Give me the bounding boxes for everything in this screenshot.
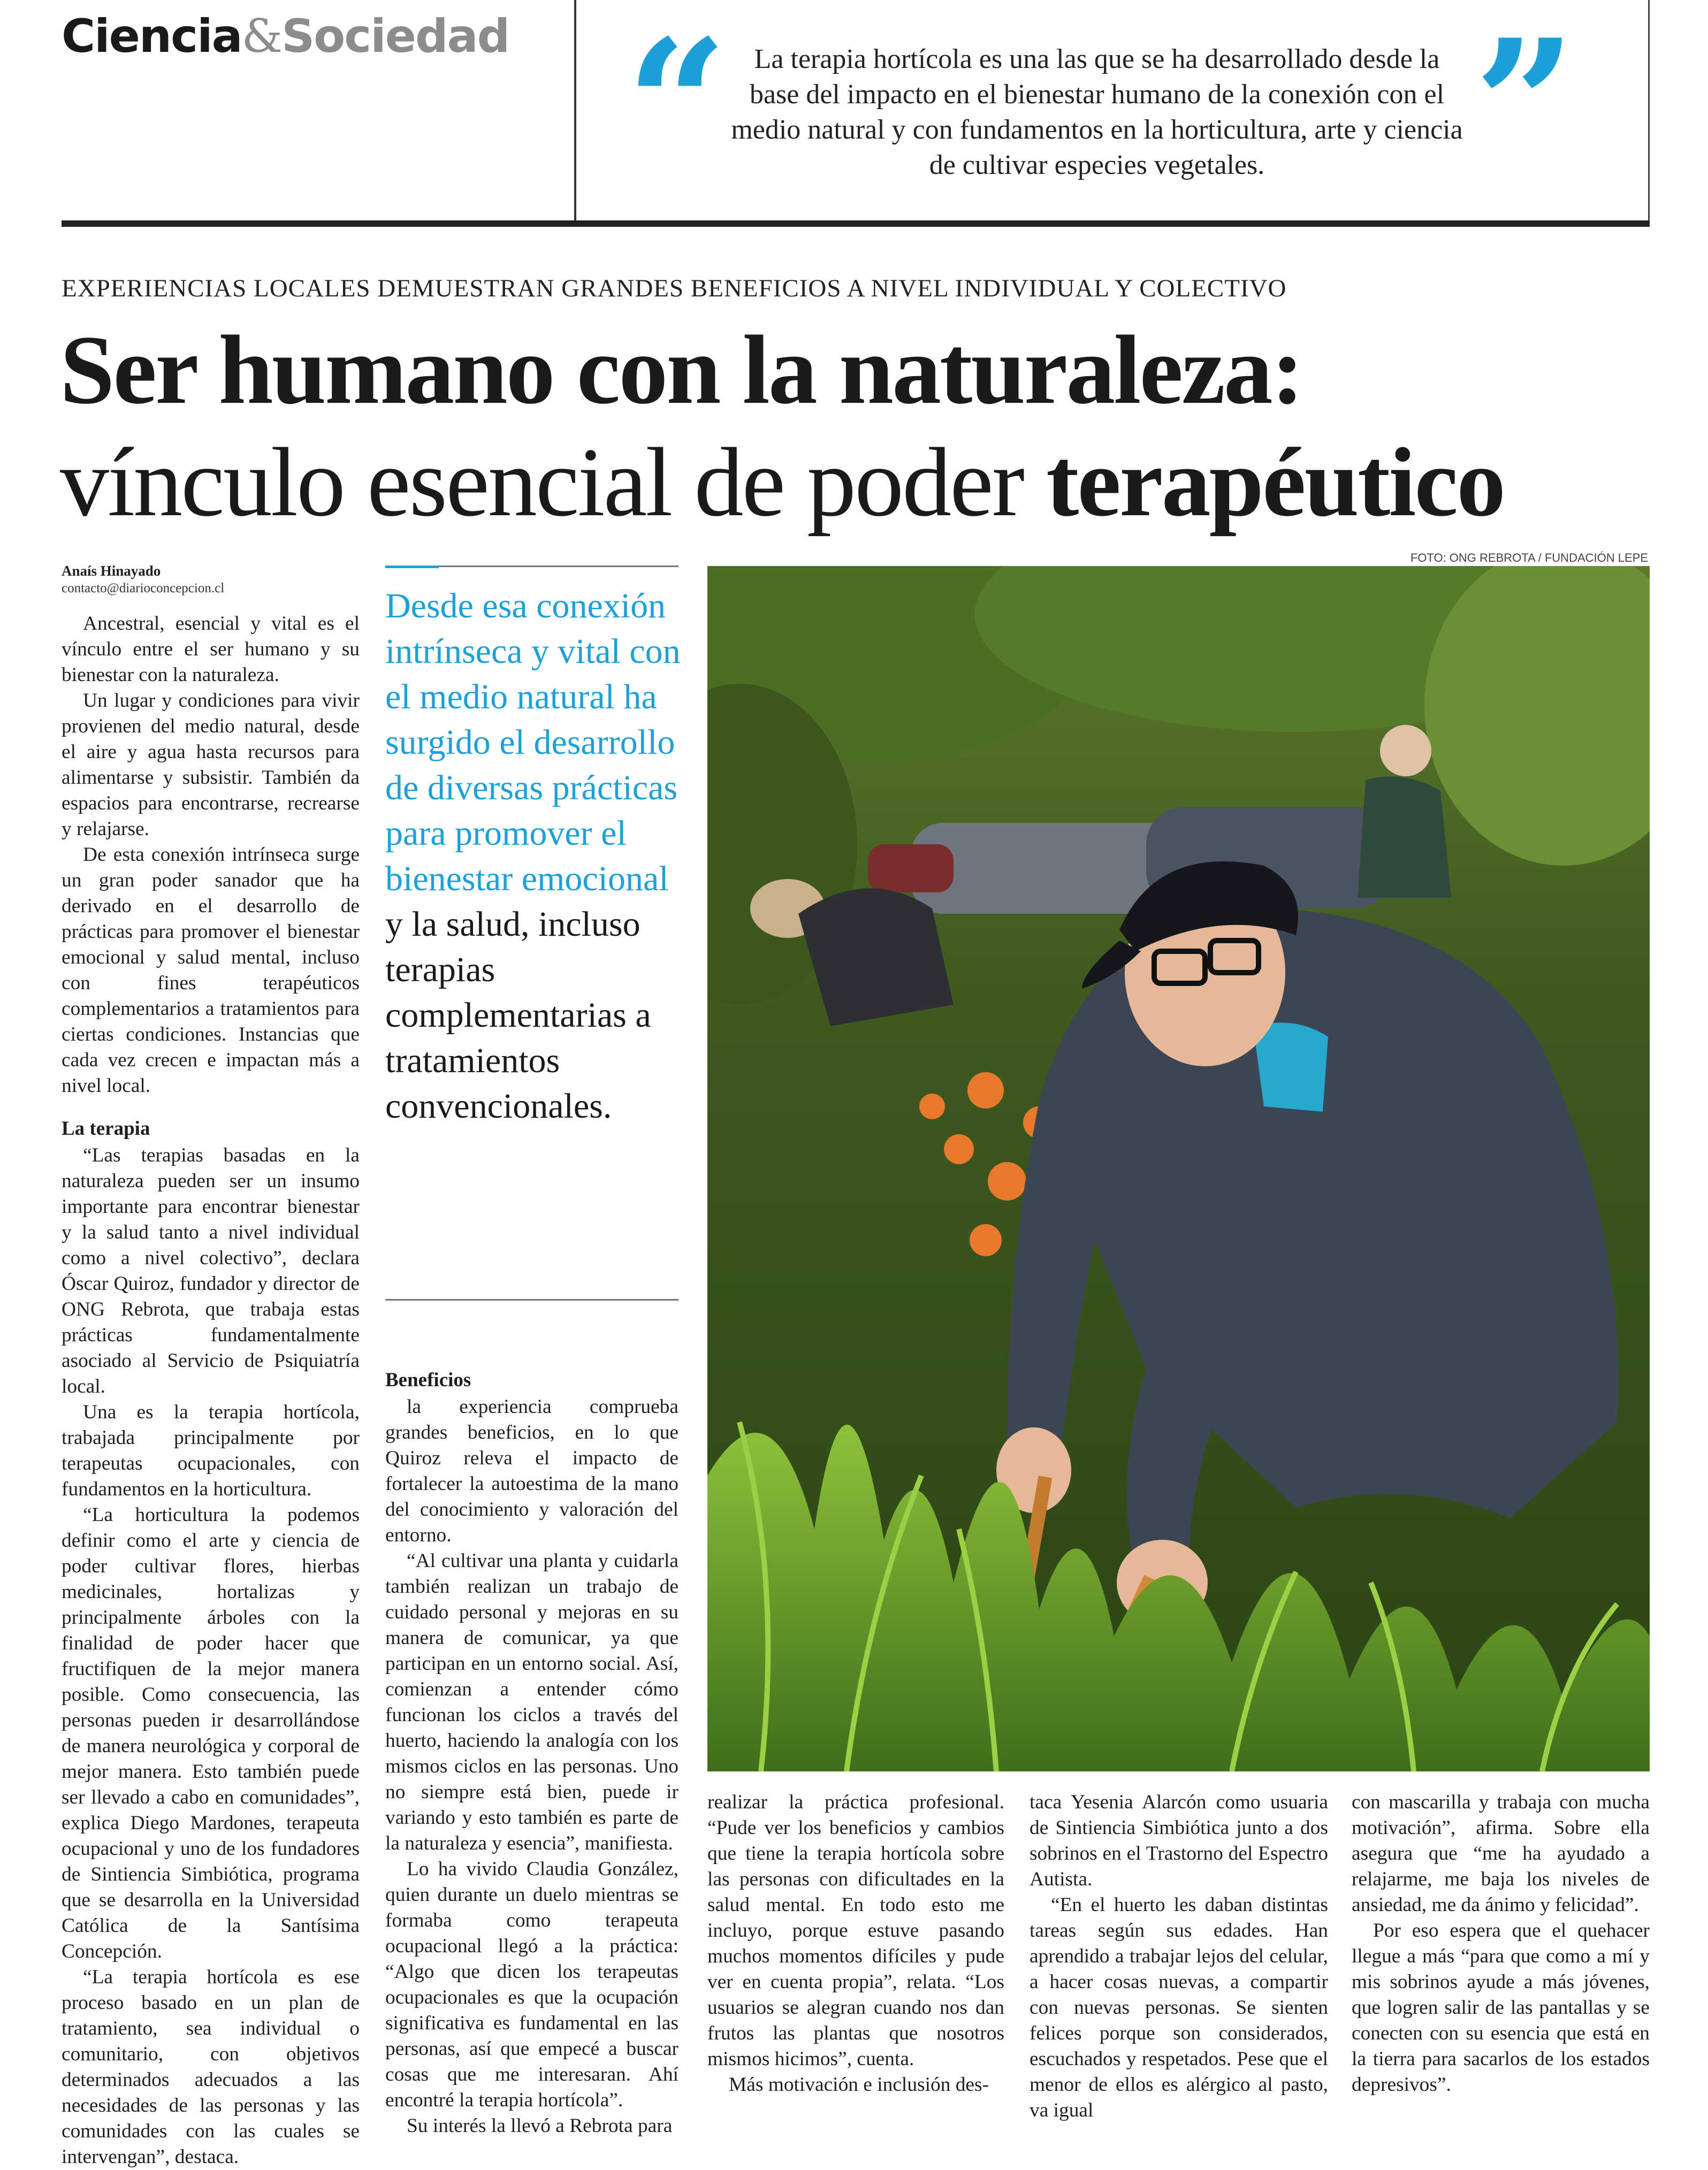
pull-quote-bottom-rule xyxy=(385,1299,678,1301)
paragraph: Una es la terapia hortícola, trabajada principalmente por terapeutas ocupacionales, con fundamentos en la horticultura. xyxy=(62,1401,360,1500)
paragraph: taca Yesenia Alarcón como usuaria de Sintiencia Simbiótica junto a dos sobrinos en el Trastorno del Espectro Autista. xyxy=(1030,1791,1328,1890)
body-column-2 xyxy=(385,1367,678,2139)
pull-quote-highlight: Desde esa conexión intrínseca y vital con el medio natural ha surgido el desarrollo de diversas prácticas para promover el bienestar emocional xyxy=(385,586,681,898)
section-title-ampersand: & xyxy=(241,10,282,63)
section-title-ciencia: Ciencia xyxy=(62,10,242,63)
section-title-sociedad: Sociedad xyxy=(281,10,509,63)
subhead-la-terapia: La terapia xyxy=(62,1118,150,1140)
gardening-photo-illustration xyxy=(707,566,1650,1771)
paragraph: “La horticultura la podemos definir como el arte y ciencia de poder cultivar flores, hierbas medicinales, hortalizas y principalmente árboles con la finalidad de poder hacer que fructifiquen de la mejor manera posible. Como consecuencia, las personas pueden ir desarrollándose de manera neurológica y corporal de mejor manera. Esto también puede ser llevado a cabo en comunidades”, explica Diego Mardones, terapeuta ocupacional y uno de los fundadores de Sintiencia Simbiótica, programa que se desarrolla en la Universidad Católica de la Santísima Concepción. xyxy=(62,1504,360,1962)
masthead-divider xyxy=(574,0,576,220)
body-column-4 xyxy=(1030,1790,1328,2123)
byline-author: Anaís Hinayado xyxy=(62,563,161,579)
paragraph: la experiencia comprueba grandes beneficios, en lo que Quiroz releva el impacto de fortalecer la autoestima de la mano del conocimiento y valoración del entorno. xyxy=(385,1396,678,1546)
paragraph: Más motivación e inclusión des- xyxy=(729,2074,989,2096)
masthead-right-border xyxy=(1648,0,1650,220)
paragraph: con mascarilla y trabaja con mucha motivación”, afirma. Sobre ella asegura que “me ha ayudado a relajarme, me baja los niveles de ansiedad, me da ánimo y felicidad”. xyxy=(1352,1791,1650,1916)
byline-email[interactable]: contacto@diarioconcepcion.cl xyxy=(62,581,225,595)
paragraph: Lo ha vivido Claudia González, quien durante un duelo mientras se formaba como terapeuta ocupacional llegó a la práctica: “Algo que dicen los terapeutas ocupacionales es que la ocupación significativa es fundamental en las personas, así que empecé a buscar cosas que me interesaran. Ahí encontré la terapia hortícola”. xyxy=(385,1858,678,2111)
subhead-beneficios: Beneficios xyxy=(385,1369,471,1391)
pull-quote-accent-rule xyxy=(385,566,439,568)
paragraph: “La terapia hortícola es ese proceso basado en un plan de tratamiento, sea individual o comunitario, con objetivos determinados adecuados a las necesidades de las personas y las comunidades con las cuales se intervengan”, destaca. xyxy=(62,1966,360,2168)
headline-line-2-regular: vínculo esencial de poder xyxy=(60,427,1047,537)
open-quote-icon: “ xyxy=(626,1,728,208)
body-column-3 xyxy=(707,1790,1004,2098)
paragraph: Su interés la llevó a Rebrota para xyxy=(407,2115,673,2137)
masthead-rule xyxy=(62,220,1650,227)
paragraph: “Las terapias basadas en la naturaleza pueden ser un insumo importante para encontrar bienestar y la salud tanto a nivel individual como a nivel colectivo”, declara Óscar Quiroz, fundador y director de ONG Rebrota, que trabaja estas prácticas fundamentalmente asociado al Servicio de Psiquiatría local. xyxy=(62,1144,360,1397)
headline-line-1: Ser humano con la naturaleza: xyxy=(60,315,1303,424)
kicker: EXPERIENCIAS LOCALES DEMUESTRAN GRANDES BENEFICIOS A NIVEL INDIVIDUAL Y COLECTIVO xyxy=(62,274,1287,302)
photo-credit: FOTO: ONG REBROTA / FUNDACIÓN LEPE xyxy=(1410,551,1648,564)
section-title xyxy=(62,10,509,63)
paragraph: Ancestral, esencial y vital es el vínculo entre el ser humano y su bienestar con la naturaleza. xyxy=(62,613,360,686)
paragraph: “Al cultivar una planta y cuidarla también realizan un trabajo de cuidado personal y mejoras en su manera de comunicar, ya que participan en un entorno social. Así, comienzan a entender cómo funcionan los ciclos a través del huerto, haciendo la analogía con los mismos ciclos en las personas. Uno no siempre está bien, puede ir variando y esto también es parte de la naturaleza y esencia”, manifiesta. xyxy=(385,1550,678,1854)
pull-quote-rest: y la salud, incluso terapias complementarias a tratamientos convencionales. xyxy=(385,905,651,1126)
paragraph: realizar la práctica profesional. “Pude ver los beneficios y cambios que tiene la terapia hortícola sobre las personas con dificultades en la salud mental. En todo esto me incluyo, porque estuve pasando muchos momentos difíciles y pude ver en cuenta propia”, relata. “Los usuarios se alegran cuando nos dan frutos las plantas que nosotros mismos hicimos”, cuenta. xyxy=(707,1791,1004,2070)
body-column-1 xyxy=(62,611,360,2170)
headline-line-2-bold: terapéutico xyxy=(1046,427,1505,537)
paragraph: De esta conexión intrínseca surge un gran poder sanador que ha derivado en el desarrollo de prácticas para promover el bienestar emocional y salud mental, incluso con fines terapéuticos complementarios a tratamientos para ciertas condiciones. Instancias que cada vez crecen e impactan más a nivel local. xyxy=(62,844,360,1097)
center-pull-quote xyxy=(385,583,685,1129)
paragraph: Por eso espera que el quehacer llegue a más “para que como a mí y mis sobrinos ayude a más jóvenes, que logren salir de las pantallas y se conecten con su esencia que está en la tierra para sacarlos de los estados depresivos”. xyxy=(1352,1920,1650,2096)
close-quote-icon: ” xyxy=(1474,1,1576,208)
paragraph: “En el huerto les daban distintas tareas según sus edades. Han aprendido a trabajar lejos del celular, a hacer cosas nuevas, a compartir con nuevas personas. Se sienten felices porque son considerados, escuchados y respetados. Pese que el menor de ellos es alérgico al pasto, va igual xyxy=(1030,1894,1328,2121)
headline-line-2 xyxy=(60,428,1504,536)
paragraph: Un lugar y condiciones para vivir provienen del medio natural, desde el aire y agua hasta recursos para alimentarse y subsistir. También da espacios para encontrarse, recrearse y relajarse. xyxy=(62,690,360,840)
body-column-5 xyxy=(1352,1790,1650,2098)
article-photo xyxy=(707,566,1650,1771)
top-pull-quote: La terapia hortícola es una las que se ha desarrollado desde la base del impacto en el bienestar humano de la conexión con el medio natural y con fundamentos en la horticultura, arte y ciencia de cultivar especies vegetales. xyxy=(731,44,1463,180)
